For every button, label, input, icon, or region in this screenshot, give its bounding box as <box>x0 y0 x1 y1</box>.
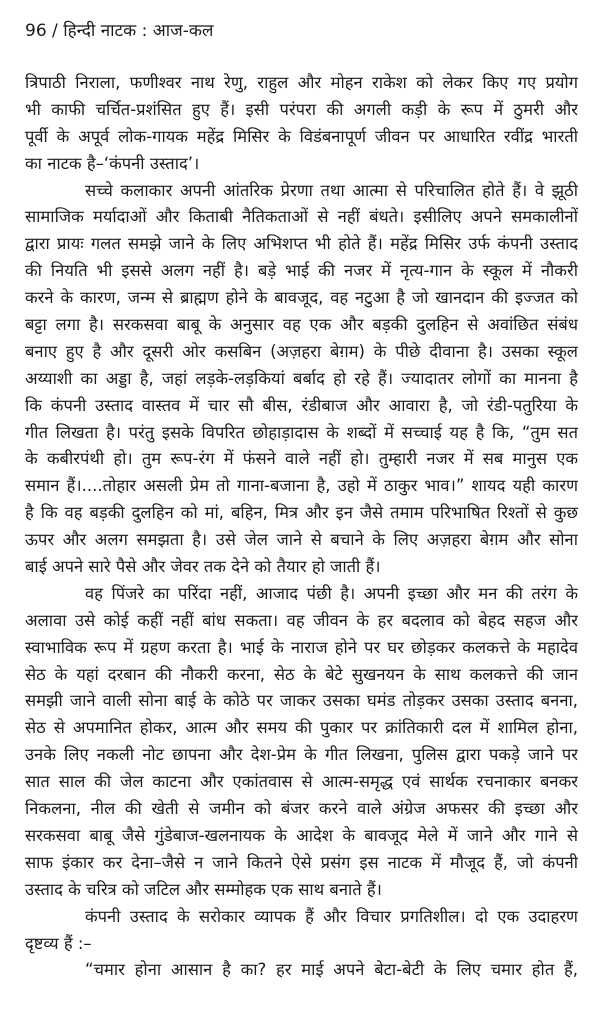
text-line: की नियति भी इससे अलग नहीं है। बड़े भाई की नजर में नृत्य-गान के स्कूल में नौकरी <box>25 261 578 281</box>
text-line: बाई अपने सारे पैसे और जेवर तक देने को तैयार हो जाती हैं। <box>25 557 381 577</box>
text-line: अलावा उसे कोई कहीं नहीं बांध सकता। वह जीवन के हर बदलाव को बेहद सहज और <box>25 610 578 630</box>
text-line: दृष्टव्य हैं :– <box>25 933 92 953</box>
text-line: साफ इंकार कर देना–जैसे न जाने कितने ऐसे प्रसंग इस नाटक में मौजूद हैं, जो कंपनी <box>25 852 578 872</box>
header-separator: / <box>52 21 58 41</box>
text-line: द्वारा प्रायः गलत समझे जाने के लिए अभिशप्त भी होते हैं। महेंद्र मिसिर उर्फ कंपनी उस्ताद <box>25 234 578 254</box>
text-line: बनाए हुए है और दूसरी ओर कसबिन (अज़हरा बेग़म) के पीछे दीवाना है। उसका स्कूल <box>25 341 578 361</box>
text-line: है कि वह बड़की दुलहिन को मां, बहिन, मित्र और इन जैसे तमाम परिभाषित रिश्तों से कुछ <box>25 503 578 523</box>
text-line: के कबीरपंथी हो। तुम रूप-रंग में फंसने वाले नहीं हो। तुम्हारी नजर में सब मानुस एक <box>25 449 578 469</box>
text-line: स्वाभाविक रूप में ग्रहण करता है। भाई के नाराज होने पर घर छोड़कर कलकत्ते के महादेव <box>25 637 578 657</box>
text-line: का नाटक है–‘कंपनी उस्ताद’। <box>25 153 200 173</box>
text-line: भी काफी चर्चित-प्रशंसित हुए हैं। इसी परंपरा की अगली कड़ी के रूप में ठुमरी और <box>25 99 578 119</box>
text-line: समान हैं।....तोहार असली प्रेम तो गाना-बजाना है, उहो में ठाकुर भाव।” शायद यही कारण <box>25 476 578 496</box>
text-line: उनके लिए नकली नोट छापना और देश-प्रेम के गीत लिखना, पुलिस द्वारा पकड़े जाने पर <box>25 745 578 765</box>
text-line: कंपनी उस्ताद के सरोकार व्यापक हैं और विचार प्रगतिशील। दो एक उदाहरण <box>85 906 578 926</box>
text-line: पूर्वी के अपूर्व लोक-गायक महेंद्र मिसिर के विडंबनापूर्ण जीवन पर आधारित रवींद्र भारती <box>25 126 578 146</box>
text-line: सेठ के यहां दरबान की नौकरी करना, सेठ के बेटे सुखनयन के साथ कलकत्ते की जान <box>25 664 578 684</box>
text-line: वह पिंजरे का परिंदा नहीं, आजाद पंछी है। अपनी इच्छा और मन की तरंग के <box>85 583 578 603</box>
text-line: ऊपर और अलग समझता है। उसे जेल जाने से बचाने के लिए अज़हरा बेग़म और सोना <box>25 530 578 550</box>
text-line: बट्टा लगा है। सरकसवा बाबू के अनुसार वह एक और बड़की दुलहिन से अवांछित संबंध <box>25 315 578 335</box>
text-line: करने के कारण, जन्म से ब्राह्मण होने के बावजूद, वह नटुआ है जो खानदान की इज्जत को <box>25 288 578 308</box>
text-line: समझी जाने वाली सोना बाई के कोठे पर जाकर उसका घमंड तोड़कर उसका उस्ताद बनना, <box>25 691 578 711</box>
running-title: हिन्दी नाटक : आज-कल <box>63 21 214 41</box>
running-header <box>25 18 213 41</box>
text-line: सच्चे कलाकार अपनी आंतरिक प्रेरणा तथा आत्मा से परिचालित होते हैं। वे झूठी <box>85 180 578 200</box>
text-line: सात साल की जेल काटना और एकांतवास से आत्म-समृद्ध एवं सार्थक रचनाकार बनकर <box>25 772 578 792</box>
text-line: अय्याशी का अड्डा है, जहां लड़के-लड़कियां बर्बाद हो रहे हैं। ज्यादातर लोगों का मानना है <box>25 368 578 388</box>
text-line: “चमार होना आसान है का? हर माई अपने बेटा-बेटी के लिए चमार होत हैं, <box>85 960 578 980</box>
text-line: सरकसवा बाबू जैसे गुंडेबाज-खलनायक के आदेश के बावजूद मेले में जाने और गाने से <box>25 825 578 845</box>
text-line: कि कंपनी उस्ताद वास्तव में चार सौ बीस, रंडीबाज और आवारा है, जो रंडी-पतुरिया के <box>25 395 578 415</box>
text-line: सेठ से अपमानित होकर, आत्म और समय की पुकार पर क्रांतिकारी दल में शामिल होना, <box>25 718 578 738</box>
text-line: निकलना, नील की खेती से जमीन को बंजर करने वाले अंग्रेज अफसर की इच्छा और <box>25 799 578 819</box>
text-line: उस्ताद के चरित्र को जटिल और सम्मोहक एक साथ बनाते हैं। <box>25 879 382 899</box>
text-line: गीत लिखता है। परंतु इसके विपरित छोहाड़ादास के शब्दों में सच्चाई यह है कि, “तुम सत <box>25 422 578 442</box>
text-line: सामाजिक मर्यादाओं और किताबी नैतिकताओं से नहीं बंधते। इसीलिए अपने समकालीनों <box>25 207 578 227</box>
page-number: 96 <box>25 21 47 41</box>
body-text <box>25 70 578 984</box>
text-line: त्रिपाठी निराला, फणीश्वर नाथ रेणु, राहुल और मोहन राकेश को लेकर किए गए प्रयोग <box>25 73 578 92</box>
